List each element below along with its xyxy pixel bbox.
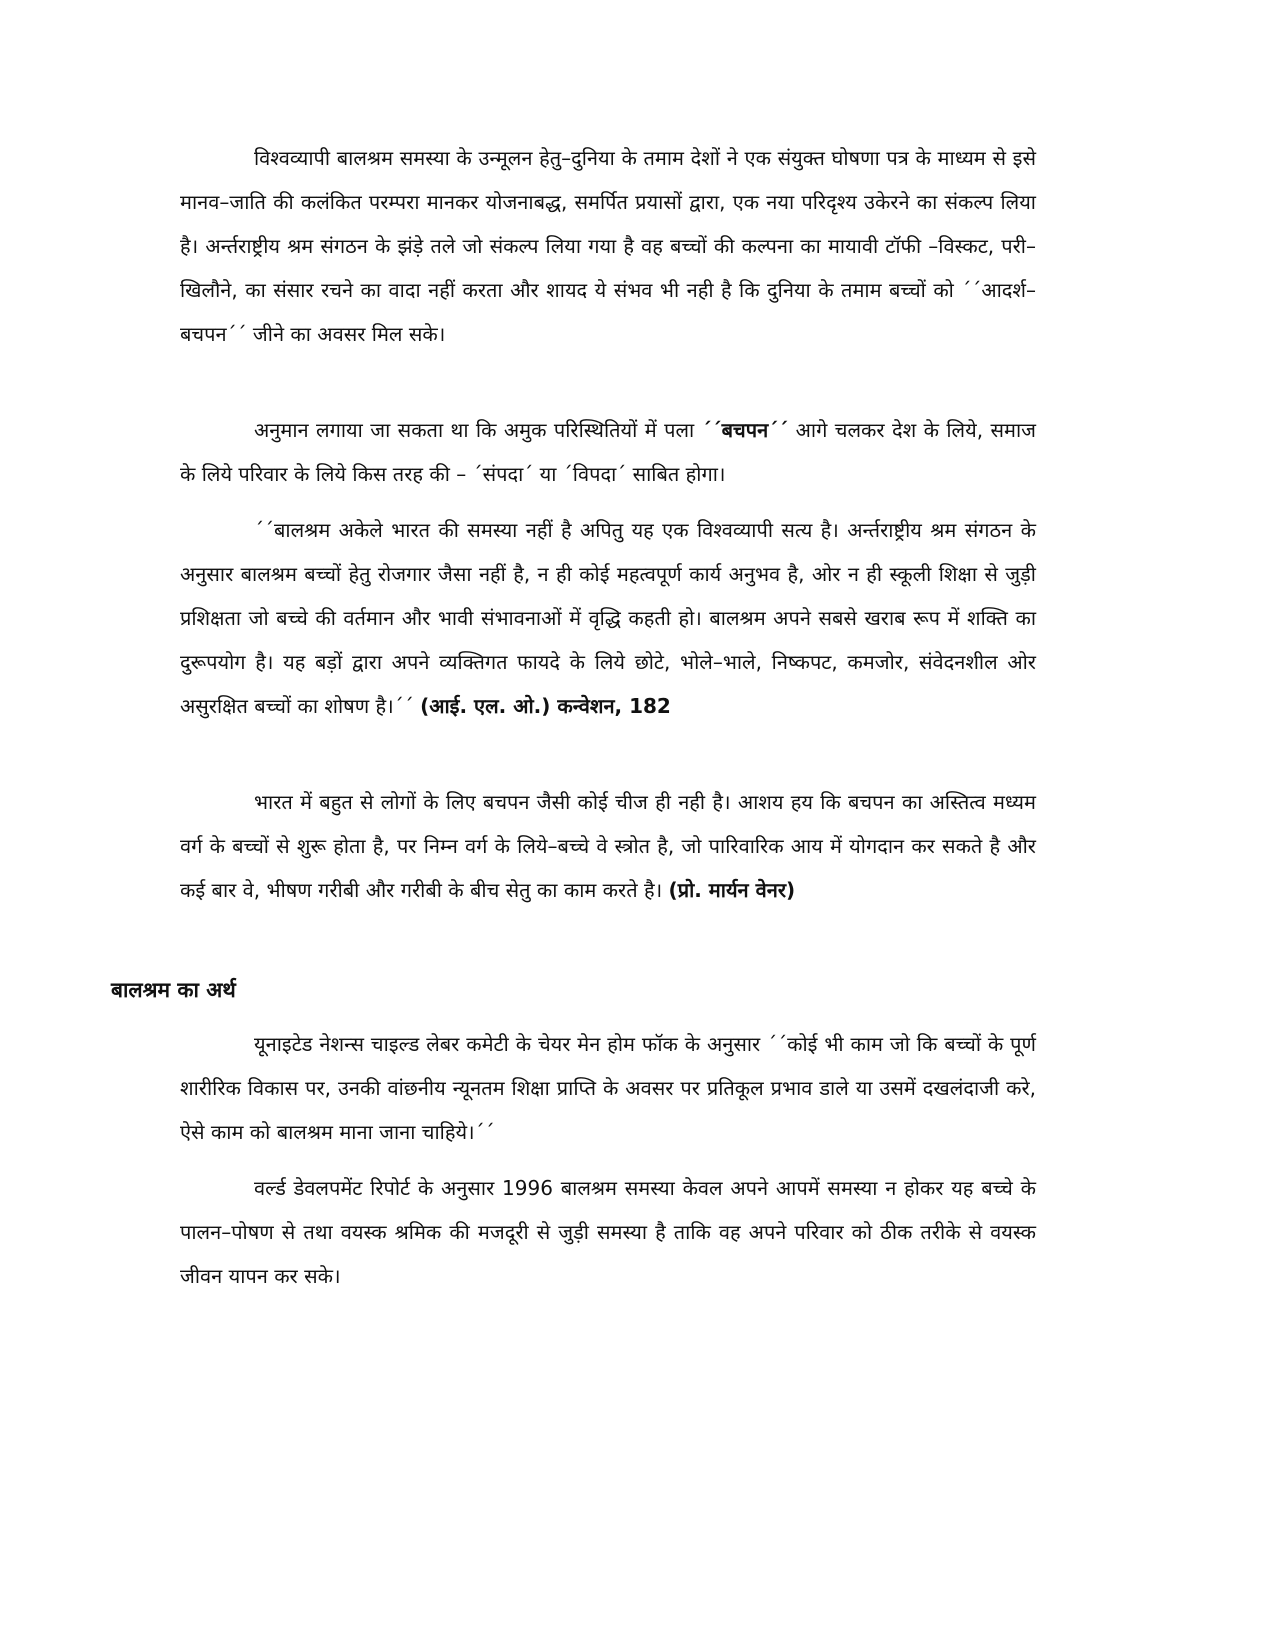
paragraph-india-text: भारत में बहुत से लोगों के लिए बचपन जैसी कोई चीज ही नही है। आशय हय कि बचपन का अस्तित्व मध्यम वर्ग के बच्चों से शुरू होता है, पर निम्न वर्ग के लिये–बच्चे वे स्त्रोत है, जो पारिवारिक आय में योगदान कर सकते है और कई बार वे, भीषण गरीबी और गरीबी के बीच सेतु का काम करते है। bbox=[180, 790, 1036, 902]
paragraph-un-definition-text: यूनाइटेड नेशन्स चाइल्ड लेबर कमेटी के चेयर मेन होम फॉक के अनुसार ´´कोई भी काम जो कि बच्चों के पूर्ण शारीरिक विकास पर, उनकी वांछनीय न्यूनतम शिक्षा प्राप्ति के अवसर पर प्रतिकूल प्रभाव डाले या उसमें दखलंदाजी करे, ऐसे काम को बालश्रम माना जाना चाहिये।´´ bbox=[180, 1032, 1036, 1144]
section-heading: बालश्रम का अर्थ bbox=[111, 978, 236, 1002]
paragraph-ilo-quote bbox=[180, 508, 1036, 728]
paragraph-estimate-text-a: अनुमान लगाया जा सकता था कि अमुक परिस्थितियों में पला bbox=[254, 418, 702, 442]
paragraph-estimate-text-b: आगे चलकर देश के लिये, समाज के लिये परिवार के लिये किस तरह की – ´संपदा´ या ´विपदा´ साबित होगा। bbox=[180, 418, 1036, 486]
paragraph-estimate-bold: ´´बचपन´´ bbox=[701, 418, 789, 442]
paragraph-world-report-text: वर्ल्ड डेवलपमेंट रिपोर्ट के अनुसार 1996 बालश्रम समस्या केवल अपने आपमें समस्या न होकर यह बच्चे के पालन–पोषण से तथा वयस्क श्रमिक की मजदूरी से जुड़ी समस्या है ताकि वह अपने परिवार को ठीक तरीके से वयस्क जीवन यापन कर सके। bbox=[180, 1176, 1036, 1288]
ilo-citation: (आई. एल. ओ.) कन्वेशन, 182 bbox=[420, 694, 671, 718]
paragraph-intro-text: विश्वव्यापी बालश्रम समस्या के उन्मूलन हेतु–दुनिया के तमाम देशों ने एक संयुक्त घोषणा पत्र के माध्यम से इसे मानव–जाति की कलंकित परम्परा मानकर योजनाबद्ध, समर्पित प्रयासों द्वारा, एक नया परिदृश्य उकेरने का संकल्प लिया है। अर्न्तराष्ट्रीय श्रम संगठन के झंड़े तले जो संकल्प लिया गया है वह बच्चों की कल्पना का मायावी टॉफी –विस्कट, परी–खिलौने, का संसार रचने का वादा नहीं करता और शायद ये संभव भी नही है कि दुनिया के तमाम बच्चों को ´´आदर्श–बचपन´´ जीने का अवसर मिल सके। bbox=[180, 146, 1036, 346]
paragraph-un-definition bbox=[180, 1022, 1036, 1154]
paragraph-world-report bbox=[180, 1166, 1036, 1298]
paragraph-intro bbox=[180, 136, 1036, 356]
paragraph-ilo-quote-text: ´´बालश्रम अकेले भारत की समस्या नहीं है अपितु यह एक विश्वव्यापी सत्य है। अर्न्तराष्ट्रीय श्रम संगठन के अनुसार बालश्रम बच्चों हेतु रोजगार जैसा नहीं है, न ही कोई महत्वपूर्ण कार्य अनुभव है, ओर न ही स्कूली शिक्षा से जुड़ी प्रशिक्षता जो बच्चे की वर्तमान और भावी संभावनाओं में वृद्धि कहती हो। बालश्रम अपने सबसे खराब रूप में शक्ति का दुरूपयोग है। यह बड़ों द्वारा अपने व्यक्तिगत फायदे के लिये छोटे, भोले–भाले, निष्कपट, कमजोर, संवेदनशील ओर असुरक्षित बच्चों का शोषण है।´´ bbox=[180, 518, 1036, 718]
weiner-citation: (प्रो. मार्यन वेनर) bbox=[668, 878, 796, 902]
paragraph-estimate bbox=[180, 408, 1036, 496]
paragraph-india bbox=[180, 780, 1036, 912]
